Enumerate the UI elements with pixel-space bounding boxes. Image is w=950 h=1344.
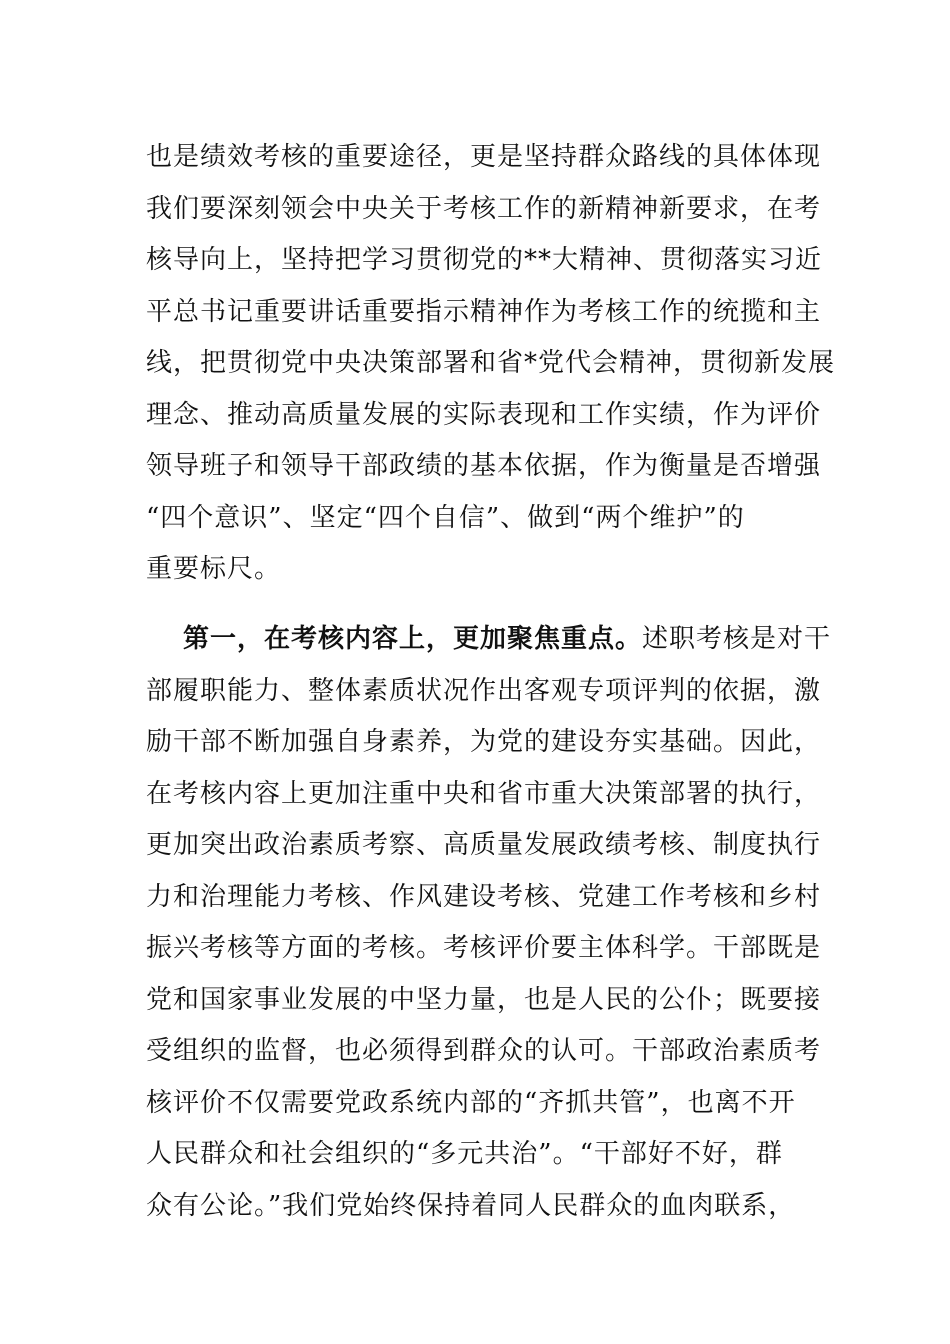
text-line: 核评价不仅需要党政系统内部的“齐抓共管”，也离不开 [146,1087,796,1118]
heading-continuation: 述职考核是对干 [642,624,832,654]
text-line: 更加突出政治素质考察、高质量发展政绩考核、制度执行 [146,830,822,860]
text-line: 也是绩效考核的重要途径，更是坚持群众路线的具体体现 [146,142,822,172]
text-line: 平总书记重要讲话重要指示精神作为考核工作的统揽和主 [146,296,822,327]
text-line: 受组织的监督，也必须得到群众的认可。干部政治素质考 [146,1036,822,1066]
text-line: 在考核内容上更加注重中央和省市重大决策部署的执行， [146,778,822,809]
paragraph-first-line [146,614,832,666]
text-line: 励干部不断加强自身素养，为党的建设夯实基础。因此， [146,727,822,757]
text-line: 力和治理能力考核、作风建设考核、党建工作考核和乡村 [146,881,822,912]
paragraph-heading: 第一，在考核内容上，更加聚焦重点。 [183,624,643,654]
paragraph-2 [146,614,832,1232]
text-line: 部履职能力、整体素质状况作出客观专项评判的依据，激 [146,675,822,706]
text-line: 核导向上，坚持把学习贯彻党的**大精神、贯彻落实习近 [146,245,823,275]
text-line: 党和国家事业发展的中坚力量，也是人民的公仆；既要接 [146,984,822,1015]
text-line: 线，把贯彻党中央决策部署和省*党代会精神，贯彻新发展 [146,348,836,378]
text-line: 理念、推动高质量发展的实际表现和工作实绩，作为评价 [146,399,822,430]
text-line: 重要标尺。 [146,554,282,584]
text-line: 振兴考核等方面的考核。考核评价要主体科学。干部既是 [146,933,822,963]
paragraph-1 [146,132,836,596]
text-line: 领导班子和领导干部政绩的基本依据，作为衡量是否增强 [146,451,822,481]
text-line: 人民群众和社会组织的“多元共治”。“干部好不好，群 [146,1139,783,1169]
text-line: 我们要深刻领会中央关于考核工作的新精神新要求，在考 [146,193,822,224]
text-line: “四个意识”、坚定“四个自信”、做到“两个维护”的 [146,502,745,533]
text-line: 众有公论。”我们党始终保持着同人民群众的血肉联系， [146,1190,796,1221]
